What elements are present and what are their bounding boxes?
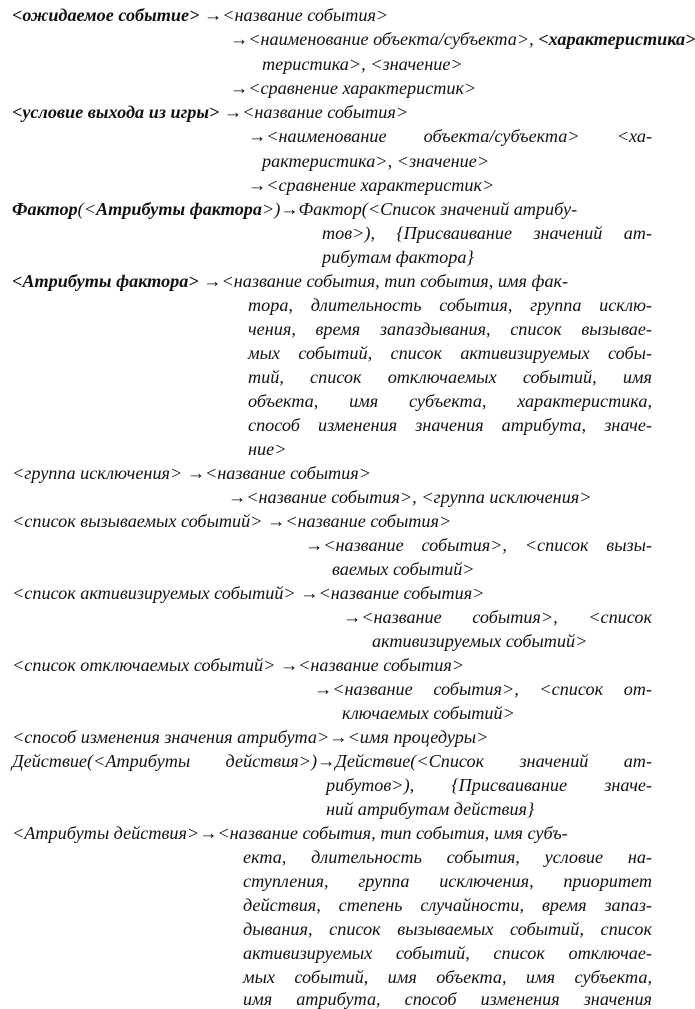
rule-line [230,28,695,50]
rule-body: >)→Фактор(<Список значений атрибу- [261,199,578,219]
rule-line: дывания, список вызываемых событий, список [243,919,652,939]
rule-line: действия, степень случайности, время запаз- [243,895,652,915]
rule-head: <ожидаемое событие> [12,5,200,25]
rule-line: →<название события>, <группа исключения> [228,487,592,507]
rule-head: <список активизируемых событий> [12,583,296,603]
rule-line: ний атрибутам действия} [326,799,535,819]
rule-called-events [12,510,451,532]
rule-head: <Атрибуты действия> [12,823,200,843]
rule-line: рактеристика>, <значение> [262,151,490,171]
rule-line: ступления, группа исключения, приоритет [243,871,652,891]
rule-head: <условие выхода из игры> [12,102,220,122]
rule-line: способ изменения значения атрибута, значе- [248,415,652,435]
rule-line: чения, время запаздывания, список вызывае- [248,319,652,339]
rule-line: →<сравнение характеристик> [230,78,477,98]
rule-line: рибутов>), {Присваивание значе- [326,775,652,795]
rule-action-attributes [12,822,568,844]
rule-head: Фактор [12,199,78,219]
rule-line: тий, список отключаемых событий, имя [248,367,652,387]
rule-head: <список отключаемых событий> [12,655,276,675]
rule-line: активизируемых событий> [372,631,588,651]
rule-expected-event [12,4,388,26]
rule-factor-attributes [12,270,568,292]
rule-line: объекта, имя субъекта, характеристика, [248,391,652,411]
rule-line: →<наименование объекта/субъекта> <ха- [248,126,652,146]
rule-head: <Атрибуты фактора> [12,271,199,291]
rule-exclusion-group [12,462,371,484]
rule-line: →<название события>, <список от- [314,679,652,699]
rule-body-bold: Атрибуты фактора [95,199,262,219]
rule-line: рибутам фактора} [322,247,474,267]
rule-line: тов>), {Присваивание значений ат- [322,223,652,243]
rule-line: мых событий, имя объекта, имя субъекта, [243,967,652,987]
rule-body: →<наименование объекта/субъекта>, [230,29,539,49]
rule-body: →<название события> [199,5,389,25]
rule-line: теристика>, <значение> [262,54,463,74]
rule-body: →<название события> [219,102,409,122]
rule-change-method [12,726,488,748]
rule-factor [12,198,577,220]
rule-body: →<название события> [295,583,485,603]
rule-line: →<название события>, <список [343,607,652,627]
rule-body-bold: <характеристика> [538,29,695,49]
rule-line: имя атрибута, способ изменения значения [243,989,652,1009]
rule-game-exit [12,101,408,123]
rule-line: мых событий, список активизируемых собы- [248,343,652,363]
rule-line: ние> [248,439,287,459]
rule-disabled-events [12,654,464,676]
rule-head: <группа исключения> [12,463,183,483]
rule-head: <способ изменения значения атрибута> [12,727,330,747]
rule-body: →<имя процедуры> [329,727,489,747]
rule-body: →<название события> [275,655,465,675]
rule-line: →<сравнение характеристик> [248,175,495,195]
rule-line: тора, длительность события, группа исклю- [248,295,652,315]
rule-activated-events [12,582,484,604]
rule-body: →<название события> [262,511,452,531]
rule-line: →<название события>, <список вызы- [305,535,652,555]
rule-body: (< [77,199,96,219]
rule-body: →<название события, тип события, имя фак- [198,271,569,291]
rule-body: →<название события> [182,463,371,483]
rule-line: ключаемых событий> [342,703,515,723]
rule-line: ваемых событий> [332,559,475,579]
rule-body: →<название события, тип события, имя субъ- [199,823,568,843]
rule-head: <список вызываемых событий> [12,511,263,531]
rule-action: Действие(<Атрибуты действия>)→Действие(<Список значений ат- [12,751,652,771]
rule-line: екта, длительность события, условие на- [243,847,652,867]
rule-line: активизируемых событий, список отключае- [243,943,652,963]
